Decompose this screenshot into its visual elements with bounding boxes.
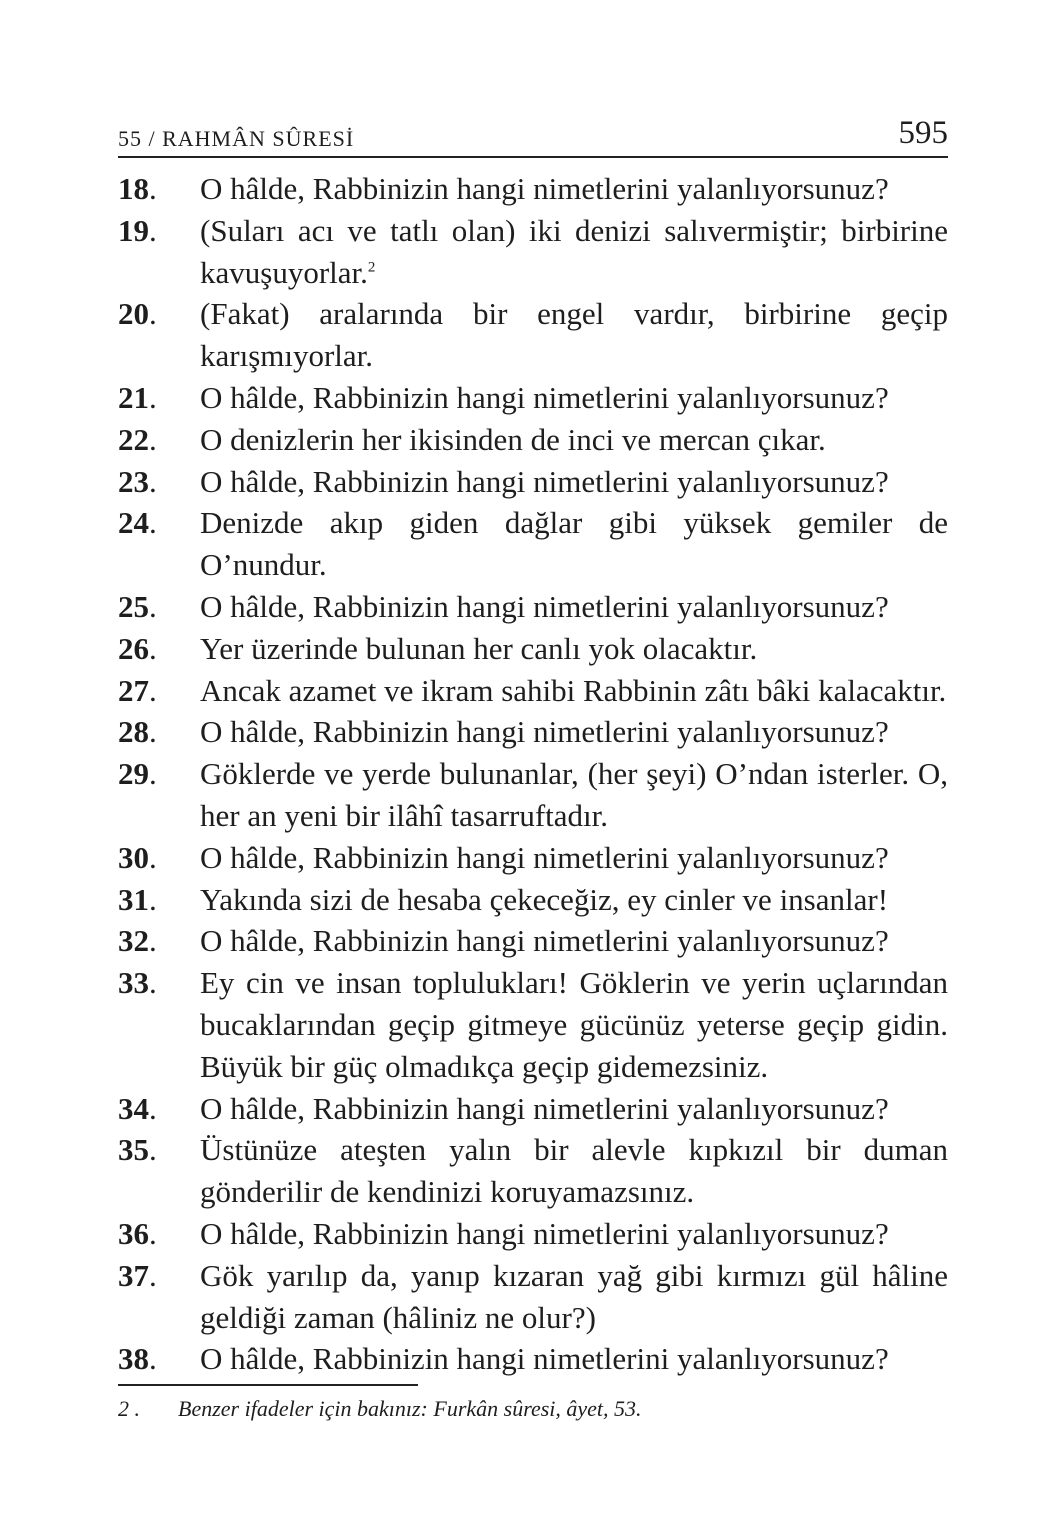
verse-text	[200, 293, 948, 377]
verse-item	[118, 711, 948, 753]
verse-number-value: 21	[118, 379, 149, 415]
verse-number-value: 37	[118, 1257, 149, 1293]
verse-text	[200, 1213, 948, 1255]
verse-item	[118, 461, 948, 503]
verse-text	[200, 502, 948, 586]
verse-text	[200, 419, 948, 461]
verse-text	[200, 210, 948, 294]
verse-number-value: 31	[118, 881, 149, 917]
verse-number: 26.	[118, 630, 157, 666]
verse-text	[200, 586, 948, 628]
verse-text-value: O hâlde, Rabbinizin hangi nimetlerini yalanlıyorsunuz?	[200, 463, 889, 499]
verse-item	[118, 962, 948, 1087]
verse-text-value: Ey cin ve insan toplulukları! Göklerin ve yerin uçlarından bucaklarından geçip gitmeye gücünüz yeterse geçip gidin. Büyük bir güç olmadıkça geçip gidemezsiniz.	[200, 965, 948, 1084]
footnote	[118, 1396, 948, 1422]
verse-number: 27.	[118, 672, 157, 708]
verse-item	[118, 168, 948, 210]
verse-number-value: 23	[118, 463, 149, 499]
verse-text	[200, 920, 948, 962]
verse-text	[200, 1129, 948, 1213]
verse-item	[118, 210, 948, 294]
verse-number-value: 18	[118, 171, 149, 206]
verse-text	[200, 461, 948, 503]
verse-number-value: 24	[118, 505, 149, 541]
verse-number: 37.	[118, 1257, 157, 1293]
verse-number-value: 36	[118, 1215, 149, 1251]
verse-number: 22.	[118, 421, 157, 457]
verse-number-value: 30	[118, 839, 149, 875]
verse-text	[200, 377, 948, 419]
verse-item	[118, 753, 948, 837]
verse-number: 30.	[118, 839, 157, 875]
verse-item	[118, 419, 948, 461]
verse-text-value: Yakında sizi de hesaba çekeceğiz, ey cinler ve insanlar!	[200, 881, 889, 917]
verse-text-value: Üstünüze ateşten yalın bir alevle kıpkızıl bir duman gönderilir de kendinizi koruyamazsınız.	[200, 1132, 948, 1210]
verse-text-value: (Fakat) aralarında bir engel vardır, birbirine geçip karışmıyorlar.	[200, 296, 948, 374]
verse-text-value: Göklerde ve yerde bulunanlar, (her şeyi) O’ndan isterler. O, her an yeni bir ilâhî tasarruftadır.	[200, 756, 948, 833]
verse-number: 29.	[118, 756, 157, 792]
verse-number: 32.	[118, 923, 157, 959]
verse-text-value: O hâlde, Rabbinizin hangi nimetlerini yalanlıyorsunuz?	[200, 1215, 889, 1251]
verse-text	[200, 962, 948, 1087]
verse-text-value: Yer üzerinde bulunan her canlı yok olacaktır.	[200, 630, 758, 666]
verse-number: 21.	[118, 379, 157, 415]
verse-item	[118, 293, 948, 377]
verse-number-value: 19	[118, 212, 149, 248]
verse-text	[200, 168, 948, 210]
running-title: 55 / RAHMÂN SÛRESİ	[118, 126, 355, 151]
verse-number: 18.	[118, 171, 157, 206]
verse-number-value: 33	[118, 965, 149, 1001]
verse-number: 38.	[118, 1341, 157, 1377]
verse-number: 33.	[118, 965, 157, 1001]
verse-number-value: 34	[118, 1090, 149, 1126]
verse-number-value: 25	[118, 588, 149, 624]
verse-text-value: O hâlde, Rabbinizin hangi nimetlerini yalanlıyorsunuz?	[200, 588, 889, 624]
verse-item	[118, 920, 948, 962]
verse-number: 19.	[118, 212, 157, 248]
verse-text-value: O hâlde, Rabbinizin hangi nimetlerini yalanlıyorsunuz?	[200, 714, 889, 750]
verse-text	[200, 628, 948, 670]
verse-item	[118, 1088, 948, 1130]
verse-number-value: 28	[118, 714, 149, 750]
verse-item	[118, 628, 948, 670]
verse-number: 35.	[118, 1132, 157, 1168]
verse-text	[200, 753, 948, 837]
verse-text-value: O hâlde, Rabbinizin hangi nimetlerini yalanlıyorsunuz?	[200, 379, 889, 415]
verse-number-value: 26	[118, 630, 149, 666]
verse-item	[118, 502, 948, 586]
verse-text-value: Denizde akıp giden dağlar gibi yüksek gemiler de O’nundur.	[200, 505, 948, 583]
verse-text-value: O hâlde, Rabbinizin hangi nimetlerini yalanlıyorsunuz?	[200, 1090, 889, 1126]
verse-item	[118, 670, 948, 712]
page-header	[118, 112, 948, 158]
verse-text-value: O hâlde, Rabbinizin hangi nimetlerini yalanlıyorsunuz?	[200, 171, 889, 206]
verse-text	[200, 1255, 948, 1339]
verse-text	[200, 879, 948, 921]
verse-number-value: 27	[118, 672, 149, 708]
footnote-reference[interactable]: 2	[367, 259, 376, 276]
verse-text-value: O denizlerin her ikisinden de inci ve mercan çıkar.	[200, 421, 826, 457]
verse-number: 23.	[118, 463, 157, 499]
verse-number: 34.	[118, 1090, 157, 1126]
verse-number-value: 22	[118, 421, 149, 457]
verse-item	[118, 1129, 948, 1213]
verse-item	[118, 837, 948, 879]
verse-number: 28.	[118, 714, 157, 750]
verse-item	[118, 1255, 948, 1339]
verse-number: 31.	[118, 881, 157, 917]
verse-number-value: 32	[118, 923, 149, 959]
footnote-marker: 2 .	[118, 1396, 140, 1421]
verse-number-value: 38	[118, 1341, 149, 1377]
page-number: 595	[898, 115, 948, 151]
verse-text-value: Gök yarılıp da, yanıp kızaran yağ gibi kırmızı gül hâline geldiği zaman (hâliniz ne olur?)	[200, 1257, 948, 1335]
verse-number: 24.	[118, 505, 157, 541]
verse-text-value: O hâlde, Rabbinizin hangi nimetlerini yalanlıyorsunuz?	[200, 1341, 889, 1377]
verse-item	[118, 586, 948, 628]
verse-item	[118, 1338, 948, 1380]
verse-number-value: 35	[118, 1132, 149, 1168]
verse-text	[200, 1088, 948, 1130]
verse-text-value: O hâlde, Rabbinizin hangi nimetlerini yalanlıyorsunuz?	[200, 923, 889, 959]
verse-item	[118, 1213, 948, 1255]
verse-text-value: (Suları acı ve tatlı olan) iki denizi salıvermiştir; birbirine kavuşuyorlar.	[200, 212, 948, 290]
verse-text	[200, 1338, 948, 1380]
footnote-divider	[118, 1384, 418, 1386]
verse-text-value: Ancak azamet ve ikram sahibi Rabbinin zâtı bâki kalacaktır.	[200, 672, 947, 708]
verse-number: 36.	[118, 1215, 157, 1251]
verse-text	[200, 837, 948, 879]
verse-list	[118, 168, 948, 1380]
verse-text	[200, 711, 948, 753]
verse-number-value: 20	[118, 296, 149, 332]
verse-number: 20.	[118, 296, 157, 332]
verse-text-value: O hâlde, Rabbinizin hangi nimetlerini yalanlıyorsunuz?	[200, 839, 889, 875]
footnote-text: Benzer ifadeler için bakınız: Furkân sûresi, âyet, 53.	[178, 1396, 642, 1421]
verse-item	[118, 377, 948, 419]
verse-text	[200, 670, 948, 712]
verse-item	[118, 879, 948, 921]
verse-number: 25.	[118, 588, 157, 624]
verse-number-value: 29	[118, 756, 149, 792]
